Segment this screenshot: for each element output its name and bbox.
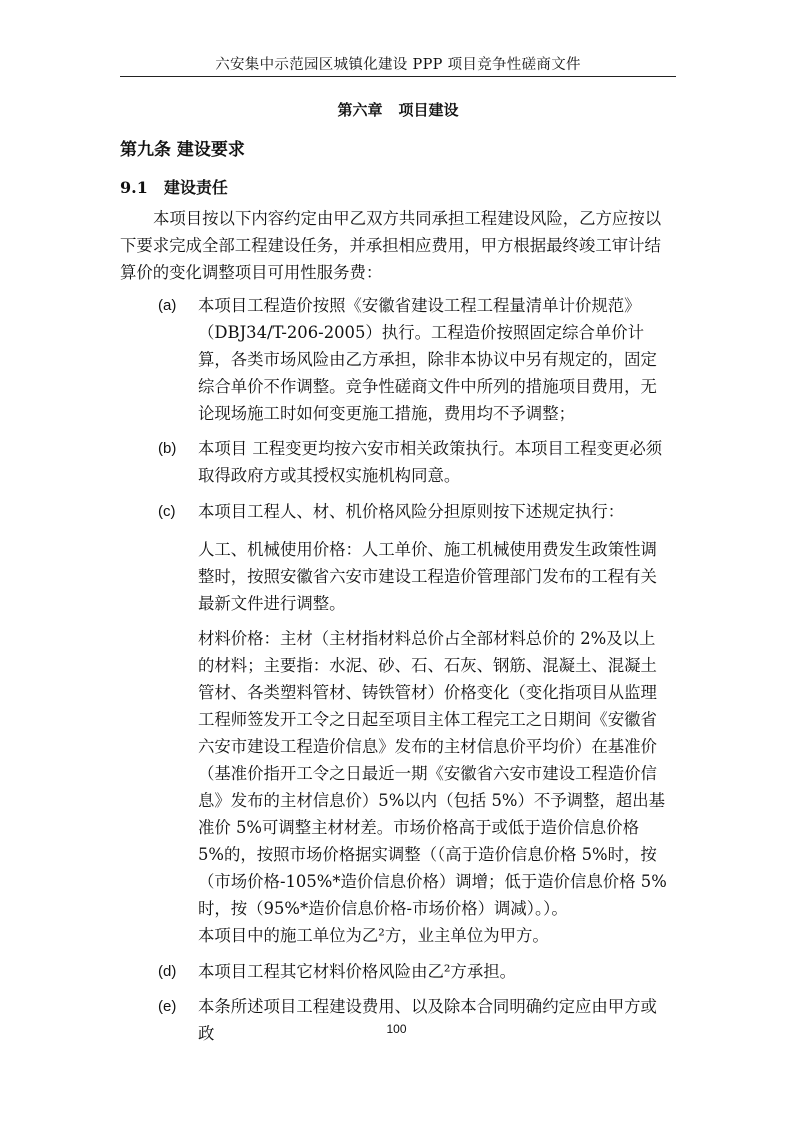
parties-paragraph: 本项目中的施工单位为乙²方，业主单位为甲方。 [198, 926, 549, 945]
chapter-number: 第六章 [337, 101, 383, 119]
item-d-label: (d) [158, 963, 177, 980]
intro-paragraph: 本项目按以下内容约定由甲乙双方共同承担工程建设风险，乙方应按以下要求完成全部工程建设任务，并承担相应费用，甲方根据最终竣工审计结算价的变化调整项目可用性服务费： [120, 209, 662, 282]
chapter-title: 项目建设 [398, 101, 459, 119]
item-e-label: (e) [158, 998, 177, 1015]
item-b-text: 本项目 工程变更均按六安市相关政策执行。本项目工程变更必须取得政府方或其授权实施机构同意。 [198, 439, 663, 485]
running-header: 六安集中示范园区城镇化建设 PPP 项目竞争性磋商文件 [215, 57, 581, 73]
article-heading: 第九条 建设要求 [120, 140, 245, 160]
item-a-text: 本项目工程造价按照《安徽省建设工程工程量清单计价规范》（DBJ34/T-206-2005）执行。工程造价按照固定综合单价计算，各类市场风险由乙方承担，除非本协议中另有规定的，固定综合单价不作调整。竞争性磋商文件中所列的措施项目费用，无论现场施工时如何变更施工措施，费用均不予调整； [198, 296, 657, 423]
labor-price-paragraph: 人工、机械使用价格：人工单价、施工机械使用费发生政策性调整时，按照安徽省六安市建设工程造价管理部门发布的工程有关最新文件进行调整。 [198, 540, 657, 613]
section-heading [120, 175, 228, 198]
item-b-label: (b) [158, 440, 177, 457]
item-e-text: 本条所述项目工程建设费用、以及除本合同明确约定应由甲方或政 [198, 997, 657, 1043]
item-c-text: 本项目工程人、材、机价格风险分担原则按下述规定执行： [198, 502, 625, 521]
item-d-text: 本项目工程其它材料价格风险由乙²方承担。 [198, 962, 516, 981]
item-a-label: (a) [158, 297, 177, 314]
header-rule [120, 76, 676, 77]
chapter-heading [120, 99, 676, 120]
material-price-paragraph: 材料价格：主材（主材指材料总价占全部材料总价的 2%及以上的材料；主要指：水泥、砂、石、石灰、钢筋、混凝土、混凝土管材、各类塑料管材、铸铁管材）价格变化（变化指项目从监理工程师签发开工令之日起至项目主体工程完工之日期间《安徽省六安市建设工程造价信息》发布的主材信息价平均价）在基准价（基准价指开工令之日最近一期《安徽省六安市建设工程造价信息》发布的主材信息价）5%以内（包括 5%）不予调整，超出基准价 5%可调整主材材差。市场价格高于或低于造价信息价格 5%的，按照市场价格据实调整（（高于造价信息价格 5%时，按（市场价格-105%*造价信息价格）调增；低于造价信息价格 5%时，按（95%*造价信息价格-市场价格）调减）。）。 [198, 629, 667, 918]
item-c-label: (c) [158, 503, 176, 520]
section-title: 建设责任 [163, 178, 228, 197]
page-number: 100 [386, 1022, 407, 1036]
section-number: 9.1 [120, 178, 148, 197]
